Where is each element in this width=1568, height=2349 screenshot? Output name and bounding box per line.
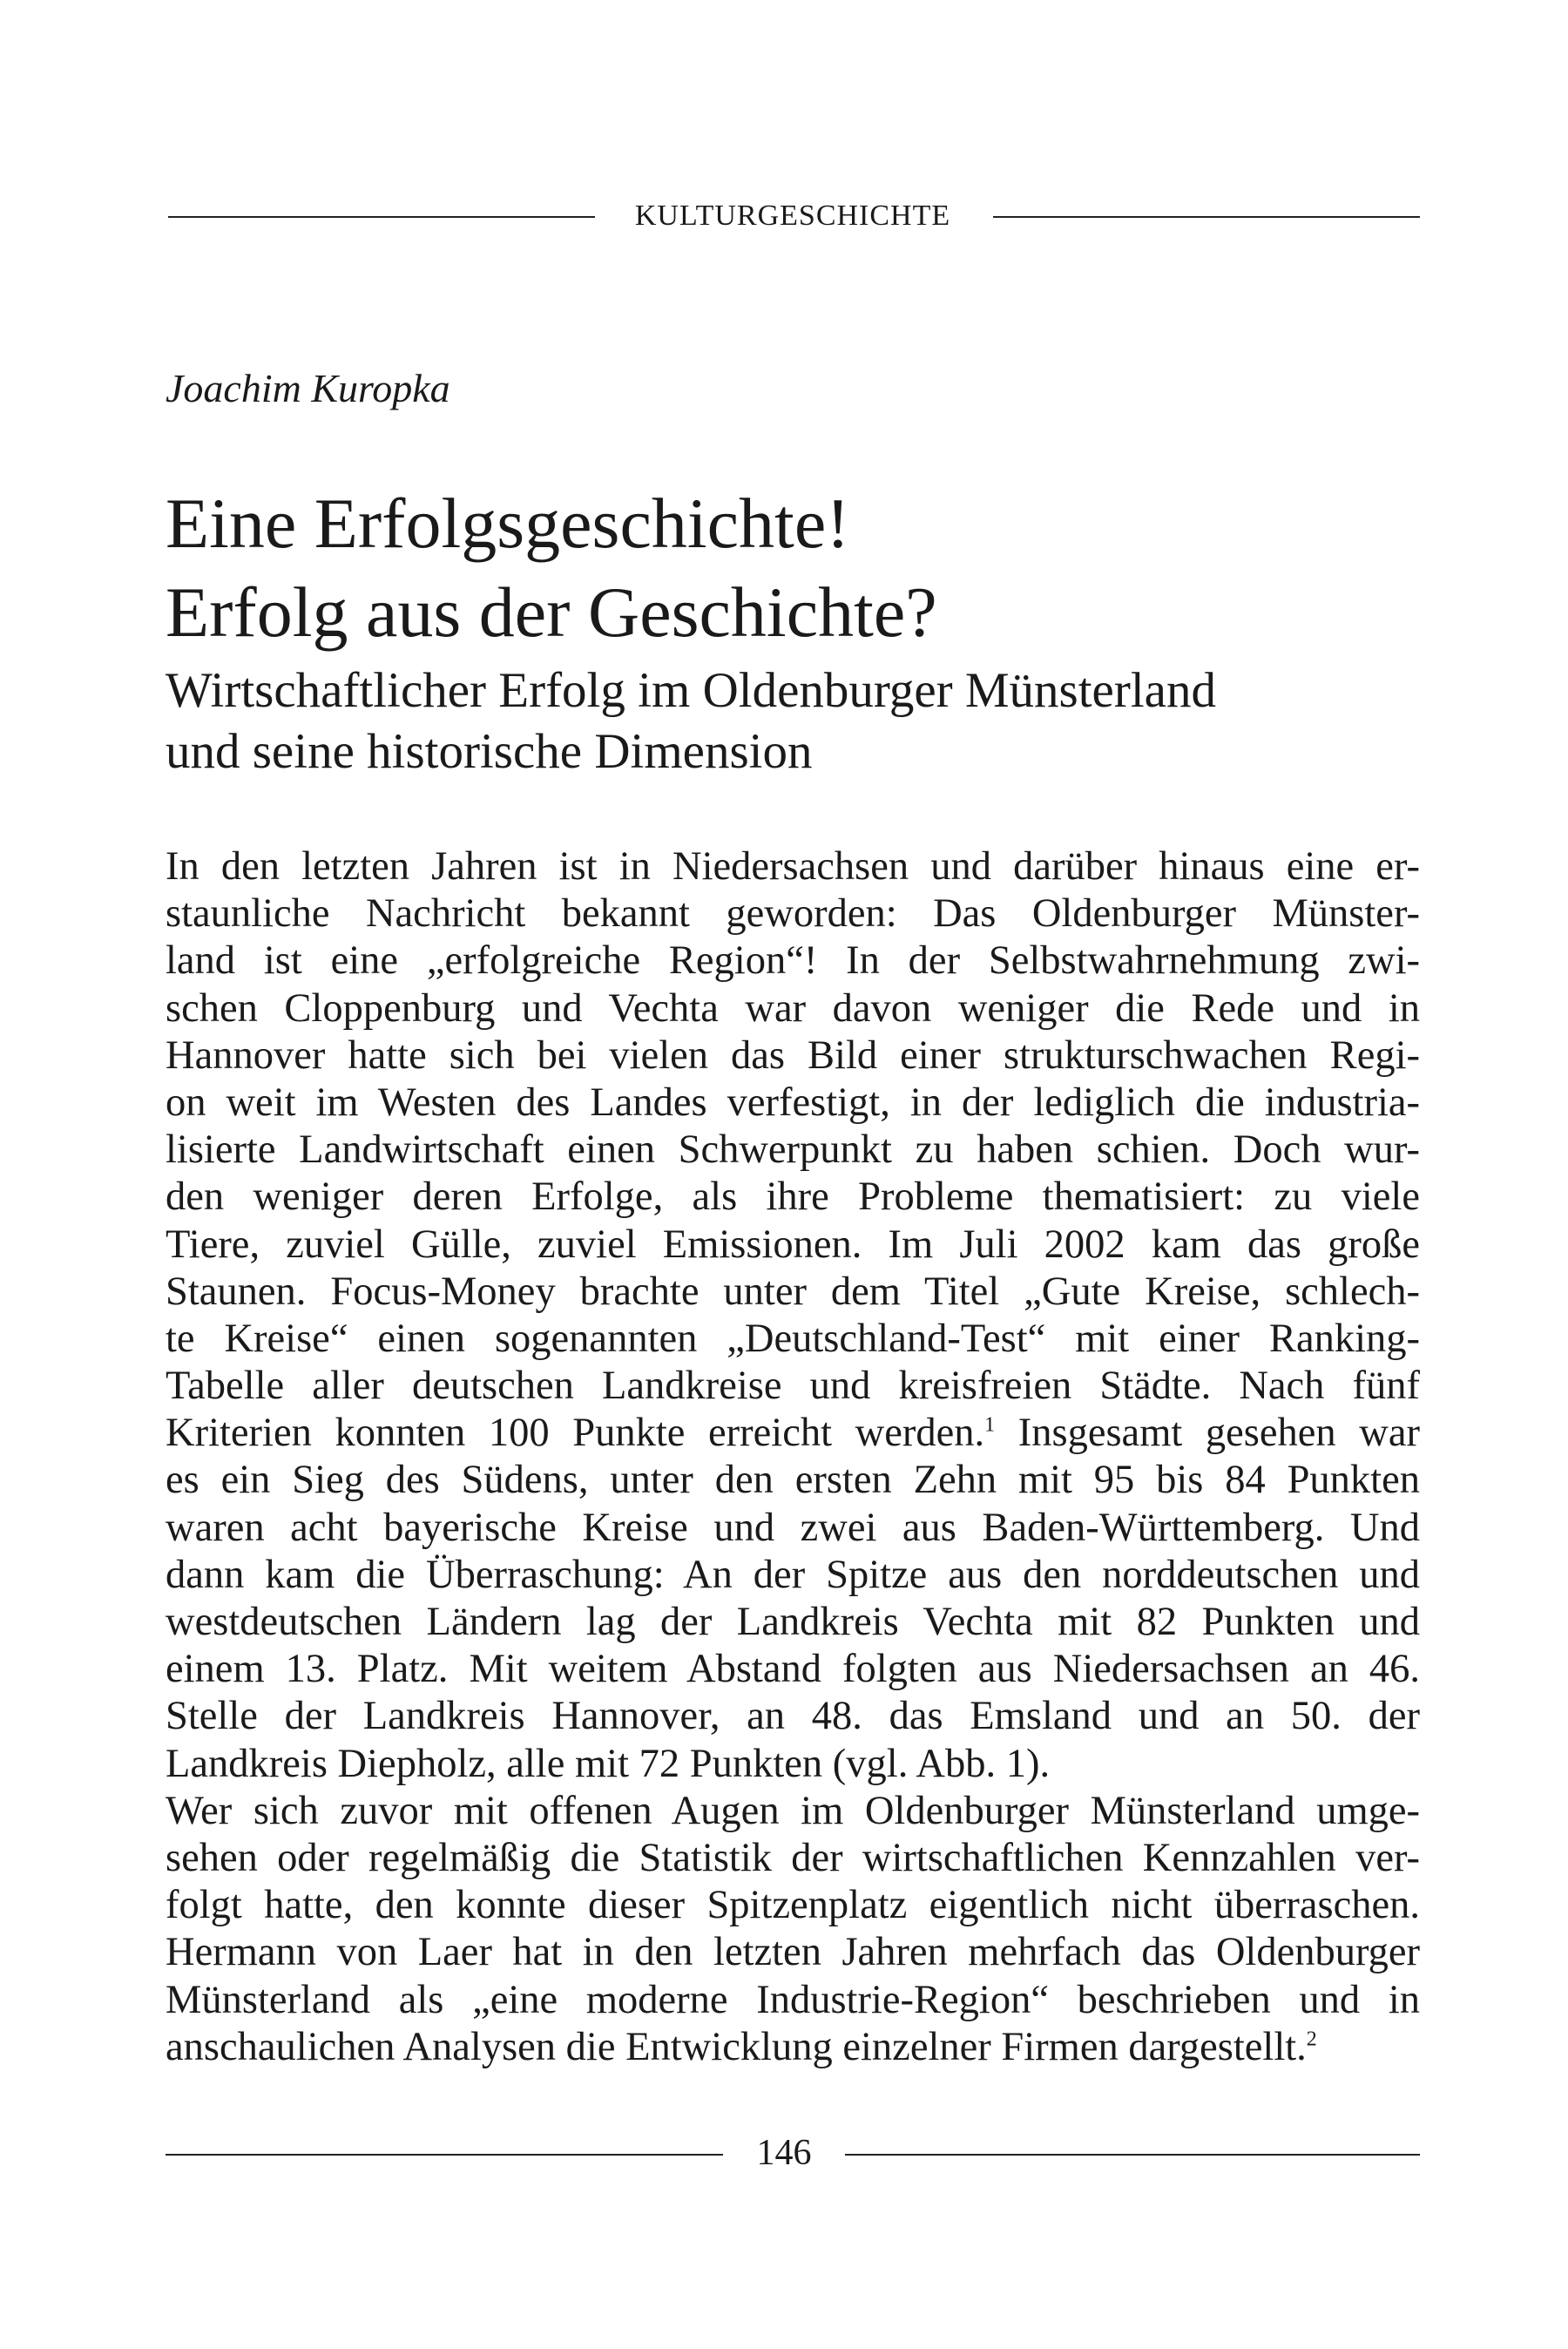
body-line: on weit im Westen des Landes verfestigt, in der lediglich die industria- [166, 1080, 1420, 1125]
body-line: dann kam die Überraschung: An der Spitze aus den norddeutschen und [166, 1552, 1420, 1597]
body-line: Münsterland als „eine moderne Industrie-Region“ beschrieben und in [166, 1977, 1420, 2022]
body-line: Tabelle aller deutschen Landkreise und kreisfreien Städte. Nach fünf [166, 1364, 1420, 1409]
body-line: In den letzten Jahren ist in Niedersachsen und darüber hinaus eine er- [166, 844, 1420, 889]
article-title-line-2: Erfolg aus der Geschichte? [166, 572, 937, 652]
body-line: staunliche Nachricht bekannt geworden: Das Oldenburger Münster- [166, 891, 1420, 937]
body-line: te Kreise“ einen sogenannten „Deutschland-Test“ mit einer Ranking- [166, 1316, 1420, 1361]
body-line-end: Insgesamt gesehen war [995, 1411, 1420, 1456]
body-line-with-footnote [166, 1410, 1420, 1457]
footnote-marker: 1 [984, 1413, 996, 1437]
body-line: westdeutschen Ländern lag der Landkreis Vechta mit 82 Punkten und [166, 1600, 1420, 1644]
body-line: Staunen. Focus-Money brachte unter dem Titel „Gute Kreise, schlech- [166, 1269, 1420, 1314]
body-line: folgt hatte, den konnte dieser Spitzenplatz eigentlich nicht überraschen. [166, 1883, 1420, 1928]
body-line: Tiere, zuviel Gülle, zuviel Emissionen. Im Juli 2002 kam das große [166, 1222, 1420, 1267]
footer-rule-right [845, 2154, 1420, 2156]
body-line: Stelle der Landkreis Hannover, an 48. das Emsland und an 50. der [166, 1694, 1420, 1739]
body-line: Wer sich zuvor mit offenen Augen im Oldenburger Münsterland umge- [166, 1788, 1420, 1833]
article-subtitle-line-1: Wirtschaftlicher Erfolg im Oldenburger Münsterland [166, 663, 1216, 718]
author-name: Joachim Kuropka [166, 366, 450, 410]
body-line: den weniger deren Erfolge, als ihre Probleme thematisiert: zu viele [166, 1174, 1420, 1220]
body-line: land ist eine „erfolgreiche Region“! In der Selbstwahrnehmung zwi- [166, 938, 1420, 984]
body-line-start: Kriterien konnten 100 Punkte erreicht werden. [166, 1411, 985, 1456]
body-line: einem 13. Platz. Mit weitem Abstand folgten aus Niedersachsen an 46. [166, 1647, 1420, 1692]
section-header: KULTURGESCHICHTE [634, 200, 951, 232]
article-subtitle-line-2: und seine historische Dimension [166, 724, 813, 779]
body-line: Hannover hatte sich bei vielen das Bild einer strukturschwachen Regi- [166, 1032, 1420, 1078]
footer-rule-left [166, 2154, 723, 2156]
body-line: es ein Sieg des Südens, unter den ersten Zehn mit 95 bis 84 Punkten [166, 1458, 1420, 1503]
body-line-with-footnote [166, 2024, 1420, 2071]
body-text [166, 843, 1420, 2071]
body-line: Landkreis Diepholz, alle mit 72 Punkten (vgl. Abb. 1). [166, 1741, 1051, 1786]
body-line: Hermann von Laer hat in den letzten Jahren mehrfach das Oldenburger [166, 1930, 1420, 1975]
page-number: 146 [756, 2133, 812, 2173]
footnote-marker: 2 [1306, 2027, 1317, 2051]
article-title-line-1: Eine Erfolgsgeschichte! [166, 484, 850, 563]
body-line: schen Cloppenburg und Vechta war davon weniger die Rede und in [166, 985, 1420, 1031]
body-line: sehen oder regelmäßig die Statistik der wirtschaftlichen Kennzahlen ver- [166, 1835, 1420, 1880]
body-line-text: anschaulichen Analysen die Entwicklung einzelner Firmen dargestellt. [166, 2024, 1307, 2069]
header-rule-left [168, 216, 595, 218]
body-line: waren acht bayerische Kreise und zwei aus Baden-Württemberg. Und [166, 1505, 1420, 1550]
body-line: lisierte Landwirtschaft einen Schwerpunkt zu haben schien. Doch wur- [166, 1127, 1420, 1173]
header-rule-right [993, 216, 1420, 218]
